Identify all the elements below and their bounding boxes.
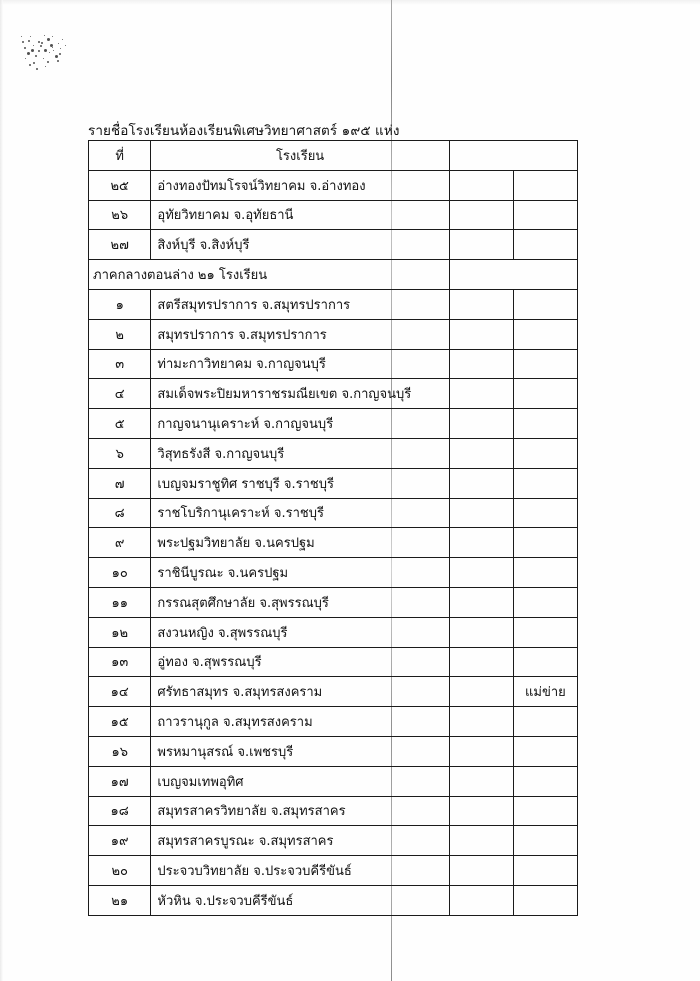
row-number-cell: ๗ (89, 468, 151, 498)
row-number-cell: ๑๑ (89, 587, 151, 617)
note-cell (513, 468, 577, 498)
note-cell (513, 319, 577, 349)
speckle-dot (60, 48, 61, 49)
row-number-cell: ๕ (89, 409, 151, 439)
speckle-dot (30, 36, 31, 37)
speckle-dot (38, 41, 40, 43)
speckle-dot (49, 52, 50, 53)
speckle-dot (38, 50, 40, 52)
row-number-cell: ๘ (89, 498, 151, 528)
speckle-dot (40, 45, 42, 47)
school-name-cell: สตรีสมุทรปราการ จ.สมุทรปราการ (151, 289, 449, 319)
table-row (89, 647, 578, 677)
note-cell (513, 200, 577, 230)
table-row (89, 200, 578, 230)
extra-cell (449, 498, 513, 528)
note-cell (513, 349, 577, 379)
school-name-cell: อุทัยวิทยาคม จ.อุทัยธานี (151, 200, 449, 230)
speckle-dot (52, 36, 53, 37)
extra-cell (449, 319, 513, 349)
school-name-cell: เบญจมเทพอุทิศ (151, 766, 449, 796)
note-cell (513, 498, 577, 528)
extra-cell (449, 885, 513, 915)
column-header-number: ที่ (89, 141, 151, 171)
extra-cell (449, 856, 513, 886)
school-name-cell: อู่ทอง จ.สุพรรณบุรี (151, 647, 449, 677)
table-row (89, 826, 578, 856)
note-cell (513, 647, 577, 677)
speckle-dot (65, 45, 66, 46)
school-list-table (88, 140, 578, 916)
table-row (89, 736, 578, 766)
speckle-dot (33, 62, 35, 64)
row-number-cell: ๑๗ (89, 766, 151, 796)
speckle-dot (36, 68, 38, 70)
speckle-dot (57, 60, 59, 62)
row-number-cell: ๒๖ (89, 200, 151, 230)
note-cell (513, 736, 577, 766)
speckle-dot (35, 55, 37, 57)
extra-cell (449, 736, 513, 766)
extra-cell (449, 409, 513, 439)
extra-cell (449, 558, 513, 588)
speckle-dot (21, 36, 22, 37)
note-cell (513, 558, 577, 588)
table-row (89, 349, 578, 379)
row-number-cell: ๑ (89, 289, 151, 319)
table-body (89, 170, 578, 915)
school-name-cell: สมเด็จพระปิยมหาราชรมณียเขต จ.กาญจนบุรี (151, 379, 449, 409)
note-cell (513, 617, 577, 647)
note-cell (513, 707, 577, 737)
note-cell (513, 170, 577, 200)
table-row (89, 528, 578, 558)
row-number-cell: ๒๐ (89, 856, 151, 886)
row-number-cell: ๒๑ (89, 885, 151, 915)
table-row (89, 856, 578, 886)
note-cell (513, 856, 577, 886)
speckle-dot (24, 47, 26, 49)
extra-cell (449, 528, 513, 558)
table-row (89, 468, 578, 498)
row-number-cell: ๑๕ (89, 707, 151, 737)
school-name-cell: ราชโบริกานุเคราะห์ จ.ราชบุรี (151, 498, 449, 528)
row-number-cell: ๒๕ (89, 170, 151, 200)
table-row (89, 617, 578, 647)
extra-cell (449, 617, 513, 647)
note-cell (513, 230, 577, 260)
row-number-cell: ๑๘ (89, 796, 151, 826)
table-row (89, 438, 578, 468)
row-number-cell: ๒๗ (89, 230, 151, 260)
school-name-cell: พรหมานุสรณ์ จ.เพชรบุรี (151, 736, 449, 766)
speckle-dot (44, 35, 45, 36)
school-name-cell: เบญจมราชูทิศ ราชบุรี จ.ราชบุรี (151, 468, 449, 498)
table-row (89, 587, 578, 617)
row-number-cell: ๑๔ (89, 677, 151, 707)
table-row (89, 230, 578, 260)
speckle-dot (53, 50, 54, 51)
speckle-dot (41, 42, 43, 44)
extra-cell (449, 200, 513, 230)
row-number-cell: ๖ (89, 438, 151, 468)
page-title: รายชื่อโรงเรียนห้องเรียนพิเศษวิทยาศาสตร์ ๑๙๕ แห่ง (88, 123, 400, 139)
speckle-dot (28, 40, 30, 42)
extra-cell (449, 796, 513, 826)
school-name-cell: ถาวรานุกูล จ.สมุทรสงคราม (151, 707, 449, 737)
speckle-dot (62, 39, 63, 40)
table-row (89, 677, 578, 707)
column-header-school: โรงเรียน (151, 141, 449, 171)
school-name-cell: สมุทรปราการ จ.สมุทรปราการ (151, 319, 449, 349)
row-number-cell: ๑๒ (89, 617, 151, 647)
table-row (89, 289, 578, 319)
school-name-cell: อ่างทองปัทมโรจน์วิทยาคม จ.อ่างทอง (151, 170, 449, 200)
note-cell (513, 766, 577, 796)
extra-cell (449, 349, 513, 379)
speckle-dot (29, 64, 31, 66)
extra-cell (449, 170, 513, 200)
speckle-dot (59, 53, 61, 55)
school-name-cell: ศรัทธาสมุทร จ.สมุทรสงคราม (151, 677, 449, 707)
table-row (89, 319, 578, 349)
school-name-cell: กรรณสุตศึกษาลัย จ.สุพรรณบุรี (151, 587, 449, 617)
school-name-cell: สิงห์บุรี จ.สิงห์บุรี (151, 230, 449, 260)
extra-cell (449, 766, 513, 796)
note-cell (513, 826, 577, 856)
speckle-dot (52, 47, 53, 48)
speckle-dot (25, 58, 26, 59)
school-name-cell: วิสุทธรังสี จ.กาญจนบุรี (151, 438, 449, 468)
table-header-row (89, 141, 578, 171)
row-number-cell: ๒ (89, 319, 151, 349)
speckle-dot (45, 66, 46, 67)
section-header-blank-cell (449, 260, 577, 290)
extra-cell (449, 707, 513, 737)
school-name-cell: ราชินีบูรณะ จ.นครปฐม (151, 558, 449, 588)
speckle-dot (27, 52, 30, 55)
speckle-dot (58, 43, 59, 44)
row-number-cell: ๔ (89, 379, 151, 409)
table-section-header-row (89, 260, 578, 290)
speckle-dot (44, 49, 47, 52)
speckle-dot (43, 58, 44, 59)
speckle-dot (22, 41, 24, 43)
school-name-cell: ท่ามะกาวิทยาคม จ.กาญจนบุรี (151, 349, 449, 379)
extra-cell (449, 677, 513, 707)
speckle-dot (47, 38, 50, 41)
table-row (89, 766, 578, 796)
school-name-cell: สมุทรสาครวิทยาลัย จ.สมุทรสาคร (151, 796, 449, 826)
scan-top-shade (0, 0, 700, 5)
row-number-cell: ๑๐ (89, 558, 151, 588)
note-cell (513, 587, 577, 617)
table-row (89, 409, 578, 439)
extra-cell (449, 379, 513, 409)
extra-cell (449, 438, 513, 468)
extra-cell (449, 468, 513, 498)
extra-cell (449, 647, 513, 677)
scan-left-edge (0, 0, 3, 981)
school-name-cell: ประจวบวิทยาลัย จ.ประจวบคีรีขันธ์ (151, 856, 449, 886)
school-name-cell: พระปฐมวิทยาลัย จ.นครปฐม (151, 528, 449, 558)
speckle-dot (33, 45, 34, 46)
row-number-cell: ๑๖ (89, 736, 151, 766)
note-cell (513, 885, 577, 915)
row-number-cell: ๑๓ (89, 647, 151, 677)
note-cell (513, 796, 577, 826)
row-number-cell: ๙ (89, 528, 151, 558)
speckle-dot (50, 44, 53, 47)
table-row (89, 558, 578, 588)
extra-cell (449, 587, 513, 617)
school-name-cell: กาญจนานุเคราะห์ จ.กาญจนบุรี (151, 409, 449, 439)
note-cell (513, 379, 577, 409)
table-row (89, 379, 578, 409)
extra-cell (449, 230, 513, 260)
table-row (89, 707, 578, 737)
school-name-cell: หัวหิน จ.ประจวบคีรีขันธ์ (151, 885, 449, 915)
row-number-cell: ๓ (89, 349, 151, 379)
table-row (89, 170, 578, 200)
extra-cell (449, 289, 513, 319)
extra-cell (449, 826, 513, 856)
table-row (89, 796, 578, 826)
table-row (89, 885, 578, 915)
school-name-cell: สมุทรสาครบูรณะ จ.สมุทรสาคร (151, 826, 449, 856)
section-header-label: ภาคกลางตอนล่าง ๒๑ โรงเรียน (89, 260, 450, 290)
speckle-dot (47, 61, 49, 63)
note-cell (513, 289, 577, 319)
column-header-extra (449, 141, 577, 171)
row-number-cell: ๑๙ (89, 826, 151, 856)
note-cell (513, 438, 577, 468)
note-cell (513, 528, 577, 558)
speckle-dot (55, 55, 58, 58)
note-cell (513, 409, 577, 439)
school-name-cell: สงวนหญิง จ.สุพรรณบุรี (151, 617, 449, 647)
speckle-dot (31, 49, 34, 52)
note-cell: แม่ข่าย (513, 677, 577, 707)
table-row (89, 498, 578, 528)
